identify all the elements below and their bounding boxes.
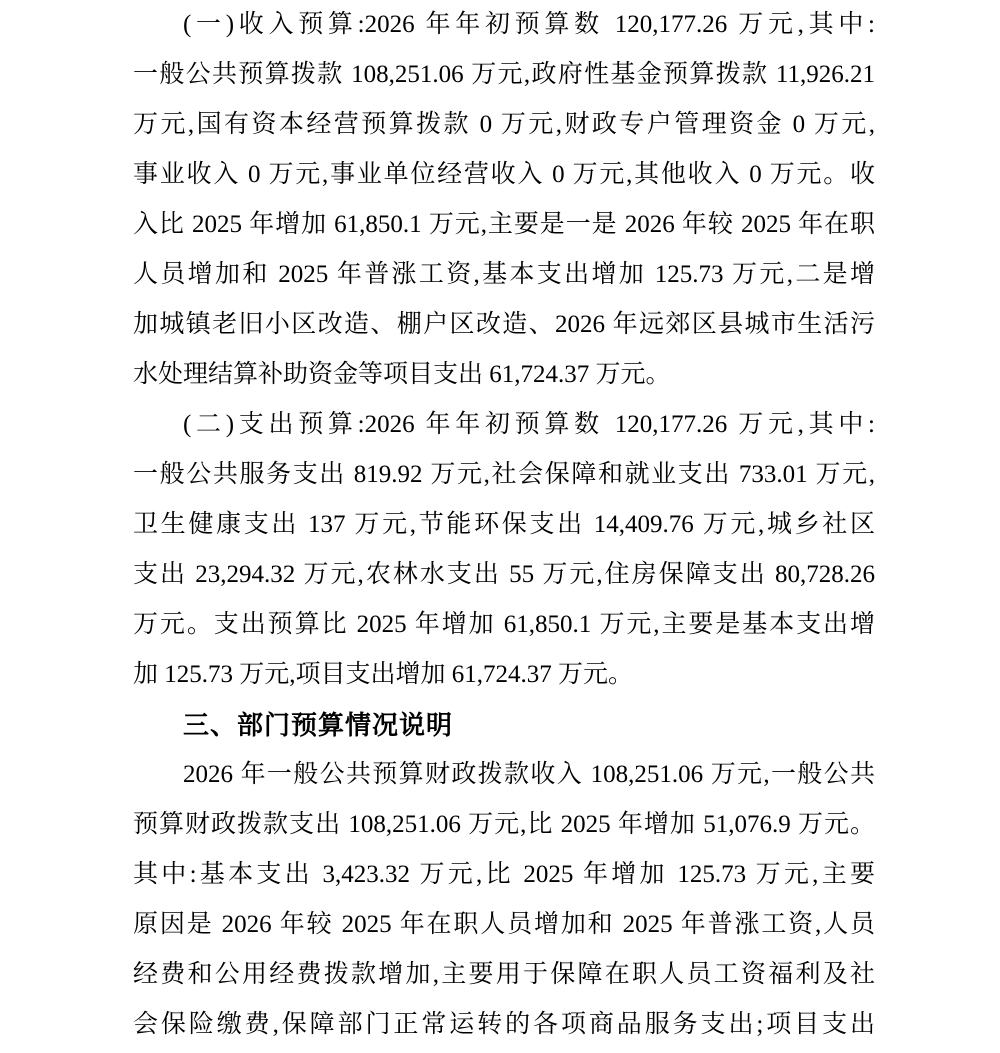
text-line: (二)支出预算:2026 年年初预算数 120,177.26 万元,其中: (183, 411, 875, 438)
text-line: 会保险缴费,保障部门正常运转的各项商品服务支出;项目支出 (133, 1011, 875, 1038)
text-line: 其中:基本支出 3,423.32 万元,比 2025 年增加 125.73 万元,主要 (133, 861, 875, 888)
text-line: 预算财政拨款支出 108,251.06 万元,比 2025 年增加 51,076.9 万元。 (133, 811, 875, 838)
text-line: 事业收入 0 万元,事业单位经营收入 0 万元,其他收入 0 万元。收 (133, 161, 875, 188)
text-line: 入比 2025 年增加 61,850.1 万元,主要是一是 2026 年较 2025 年在职 (133, 211, 875, 238)
text-line: 万元,国有资本经营预算拨款 0 万元,财政专户管理资金 0 万元, (133, 111, 875, 138)
text-line: 经费和公用经费拨款增加,主要用于保障在职人员工资福利及社 (133, 961, 875, 988)
text-line: 人员增加和 2025 年普涨工资,基本支出增加 125.73 万元,二是增 (133, 261, 875, 288)
text-line: 一般公共服务支出 819.92 万元,社会保障和就业支出 733.01 万元, (133, 461, 875, 488)
text-line: 一般公共预算拨款 108,251.06 万元,政府性基金预算拨款 11,926.21 (133, 61, 875, 88)
section-heading: 三、部门预算情况说明 (183, 710, 454, 740)
text-line: 2026 年一般公共预算财政拨款收入 108,251.06 万元,一般公共 (183, 761, 875, 788)
text-line: (一)收入预算:2026 年年初预算数 120,177.26 万元,其中: (183, 11, 875, 38)
text-line: 加城镇老旧小区改造、棚户区改造、2026 年远郊区县城市生活污 (133, 311, 875, 338)
text-block (133, 0, 875, 1050)
text-line: 卫生健康支出 137 万元,节能环保支出 14,409.76 万元,城乡社区 (133, 511, 875, 538)
text-line: 加 125.73 万元,项目支出增加 61,724.37 万元。 (133, 661, 634, 688)
text-line: 万元。支出预算比 2025 年增加 61,850.1 万元,主要是基本支出增 (133, 611, 875, 638)
text-line: 支出 23,294.32 万元,农林水支出 55 万元,住房保障支出 80,728.26 (133, 561, 875, 588)
text-line: 水处理结算补助资金等项目支出 61,724.37 万元。 (133, 361, 671, 388)
text-line: 原因是 2026 年较 2025 年在职人员增加和 2025 年普涨工资,人员 (133, 911, 875, 938)
